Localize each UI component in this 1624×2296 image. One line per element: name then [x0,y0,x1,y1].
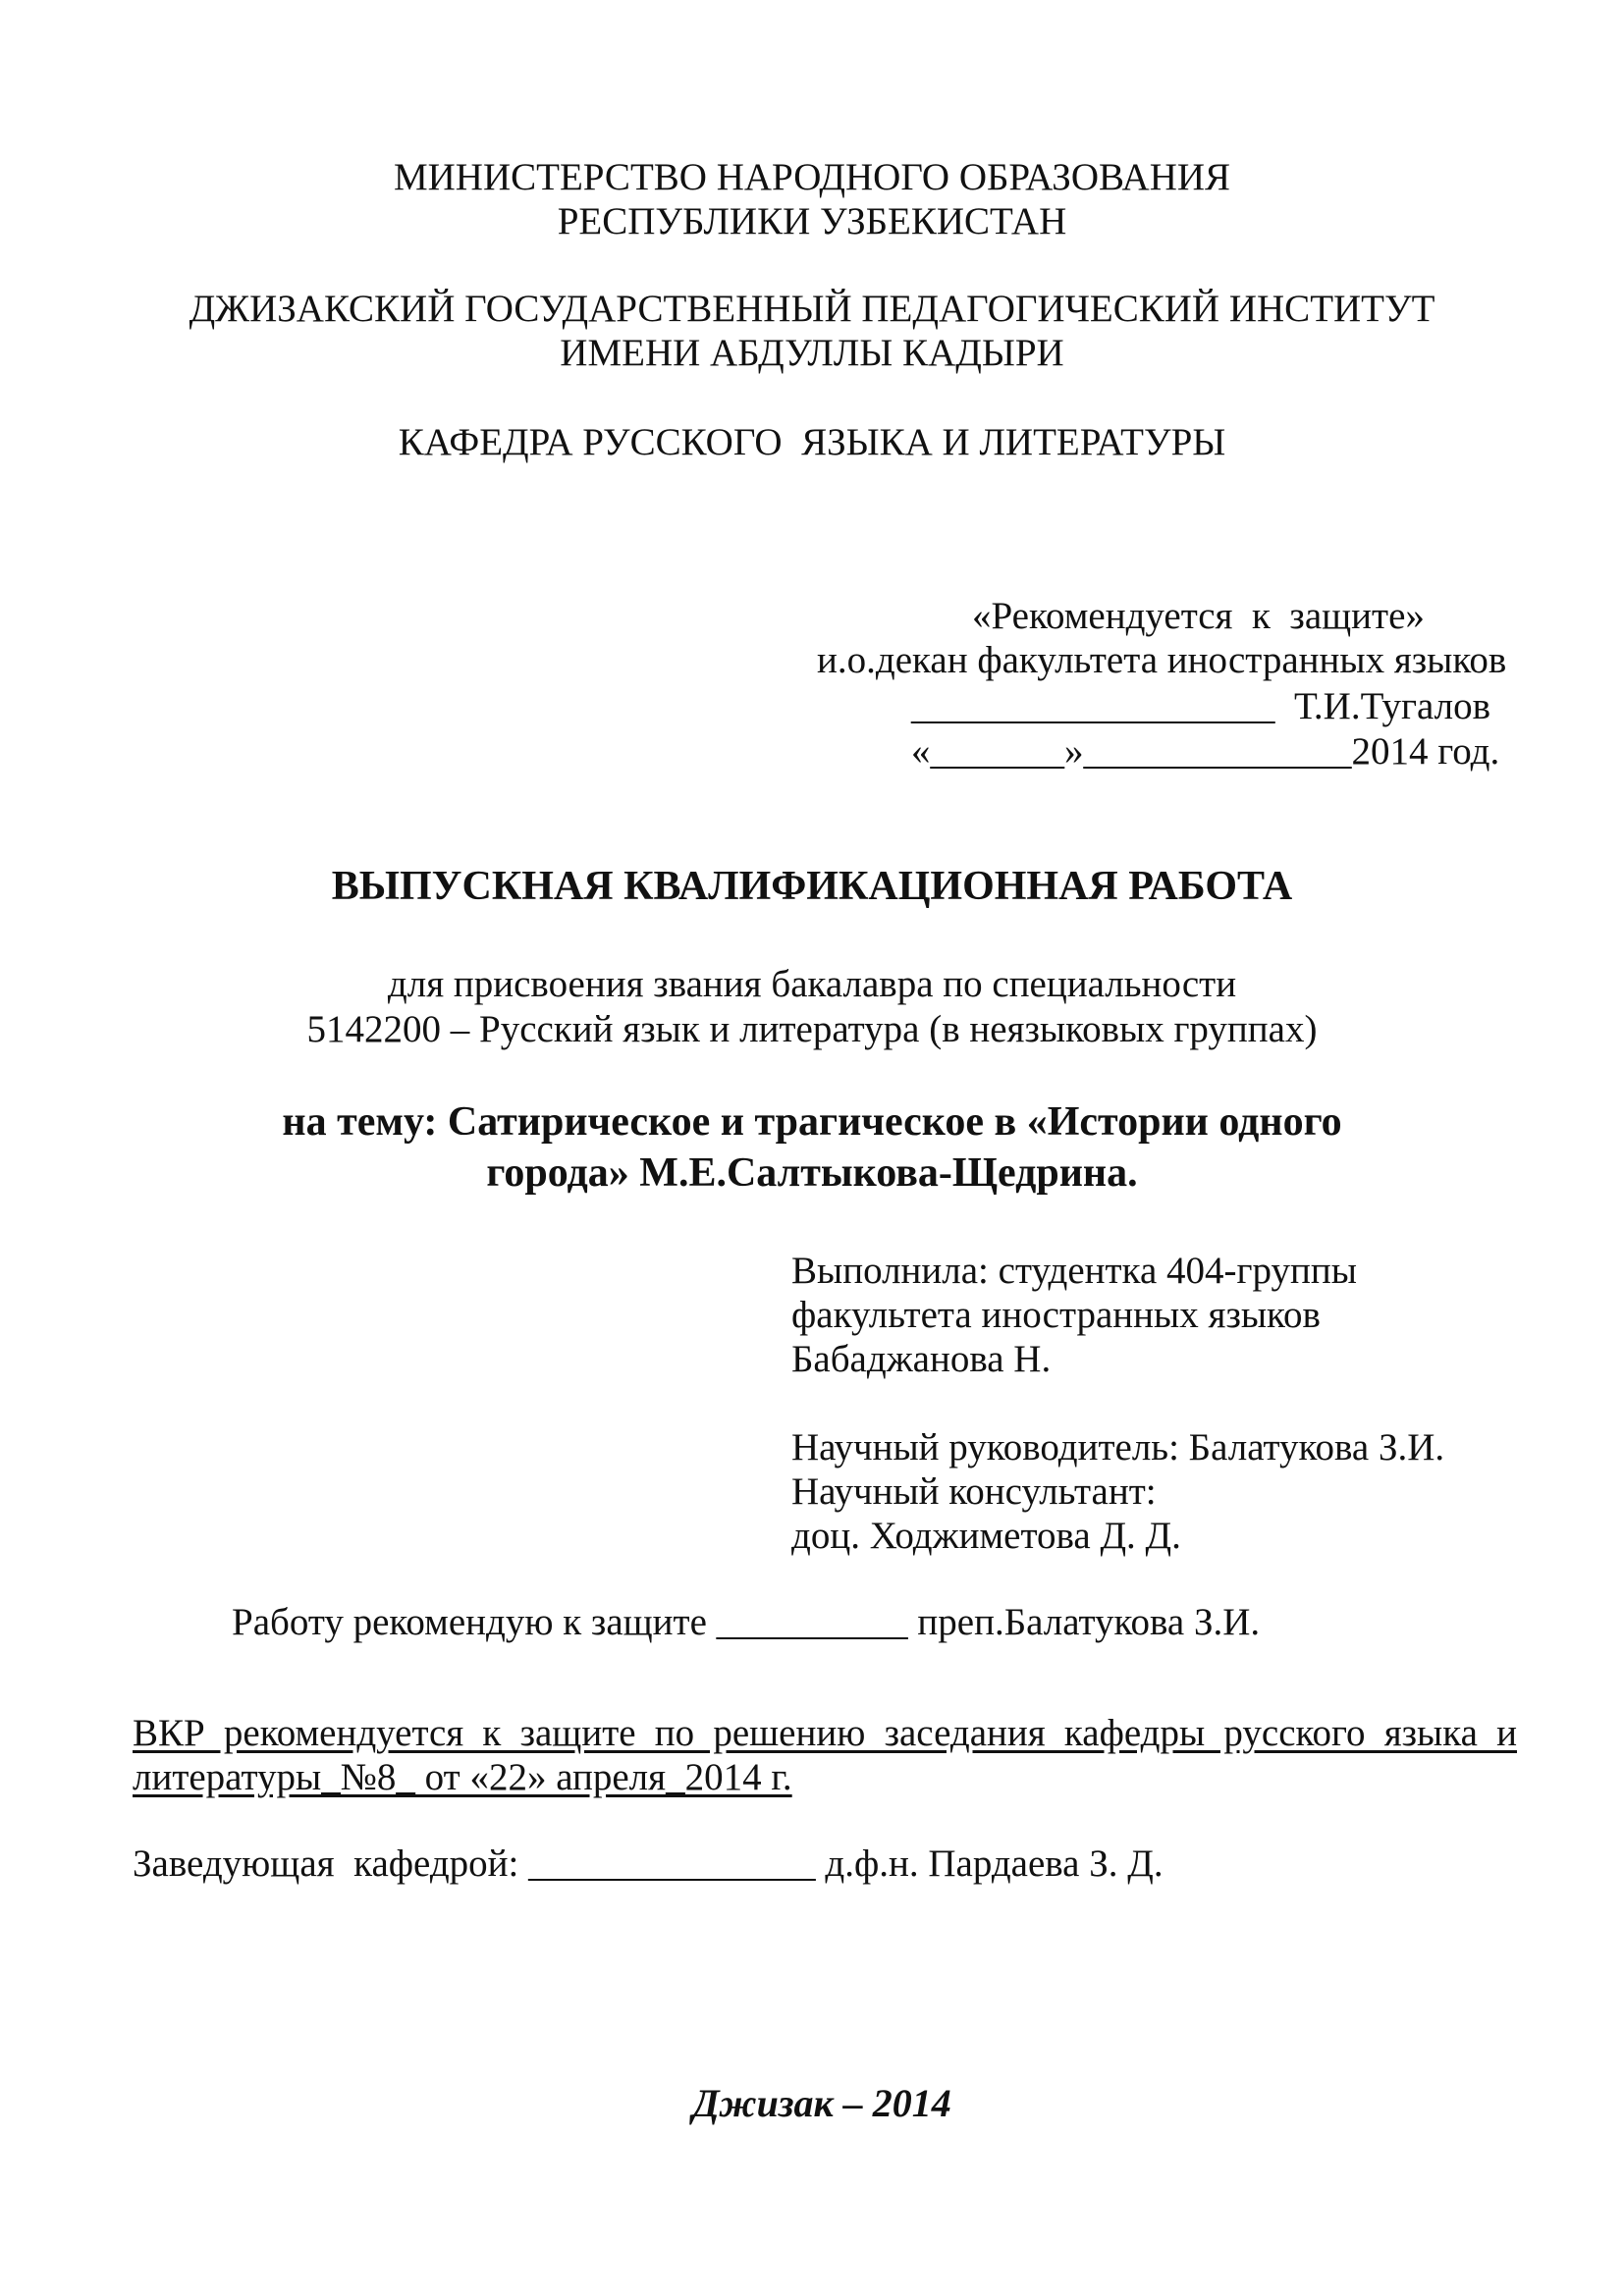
supervisor: Научный руководитель: Балатукова З.И. [791,1426,1445,1468]
decision-line-2: литературы_№8_ от «22» апреля_2014 г. [133,1756,792,1798]
department-name: КАФЕДРА РУССКОГО ЯЗЫКА И ЛИТЕРАТУРЫ [398,421,1226,463]
purpose-line-1: для присвоения звания бакалавра по специальности [387,963,1237,1005]
head-of-department: Заведующая кафедрой: _______________ д.ф.н. Пардаева З. Д. [133,1842,1164,1885]
performer-line-1: Выполнила: студентка 404-группы [791,1250,1357,1292]
footer-city-year: Джизак – 2014 [692,2081,951,2125]
performer-name: Бабаджанова Н. [791,1338,1052,1380]
decision-line-1: ВКР рекомендуется к защите по решению заседания кафедры русского языка и [133,1712,1517,1754]
approval-dean-signature: ___________________ Т.И.Тугалов [911,685,1490,727]
page-title: ВЫПУСКНАЯ КВАЛИФИКАЦИОННАЯ РАБОТА [331,864,1293,909]
performer-line-2: факультета иностранных языков [791,1294,1321,1336]
institute-line-1: ДЖИЗАКСКИЙ ГОСУДАРСТВЕННЫЙ ПЕДАГОГИЧЕСКИЙ ИНСТИТУТ [189,288,1435,330]
approval-dean-position: и.о.декан факультета иностранных языков [817,639,1507,681]
purpose-line-2: 5142200 – Русский язык и литература (в неязыковых группах) [306,1008,1318,1050]
topic-line-2: города» М.Е.Салтыкова-Щедрина. [486,1150,1138,1196]
approval-recommended: «Рекомендуется к защите» [972,595,1425,637]
ministry-line-1: МИНИСТЕРСТВО НАРОДНОГО ОБРАЗОВАНИЯ [393,156,1231,198]
consultant-label: Научный консультант: [791,1470,1157,1513]
recommendation-line: Работу рекомендую к защите __________ преп.Балатукова З.И. [232,1601,1261,1643]
consultant-name: доц. Ходжиметова Д. Д. [791,1515,1181,1557]
topic-line-1: на тему: Сатирическое и трагическое в «Истории одного [282,1099,1342,1145]
institute-line-2: ИМЕНИ АБДУЛЛЫ КАДЫРИ [560,332,1064,374]
ministry-line-2: РЕСПУБЛИКИ УЗБЕКИСТАН [557,200,1067,242]
approval-date: «_______»______________2014 год. [911,730,1500,773]
